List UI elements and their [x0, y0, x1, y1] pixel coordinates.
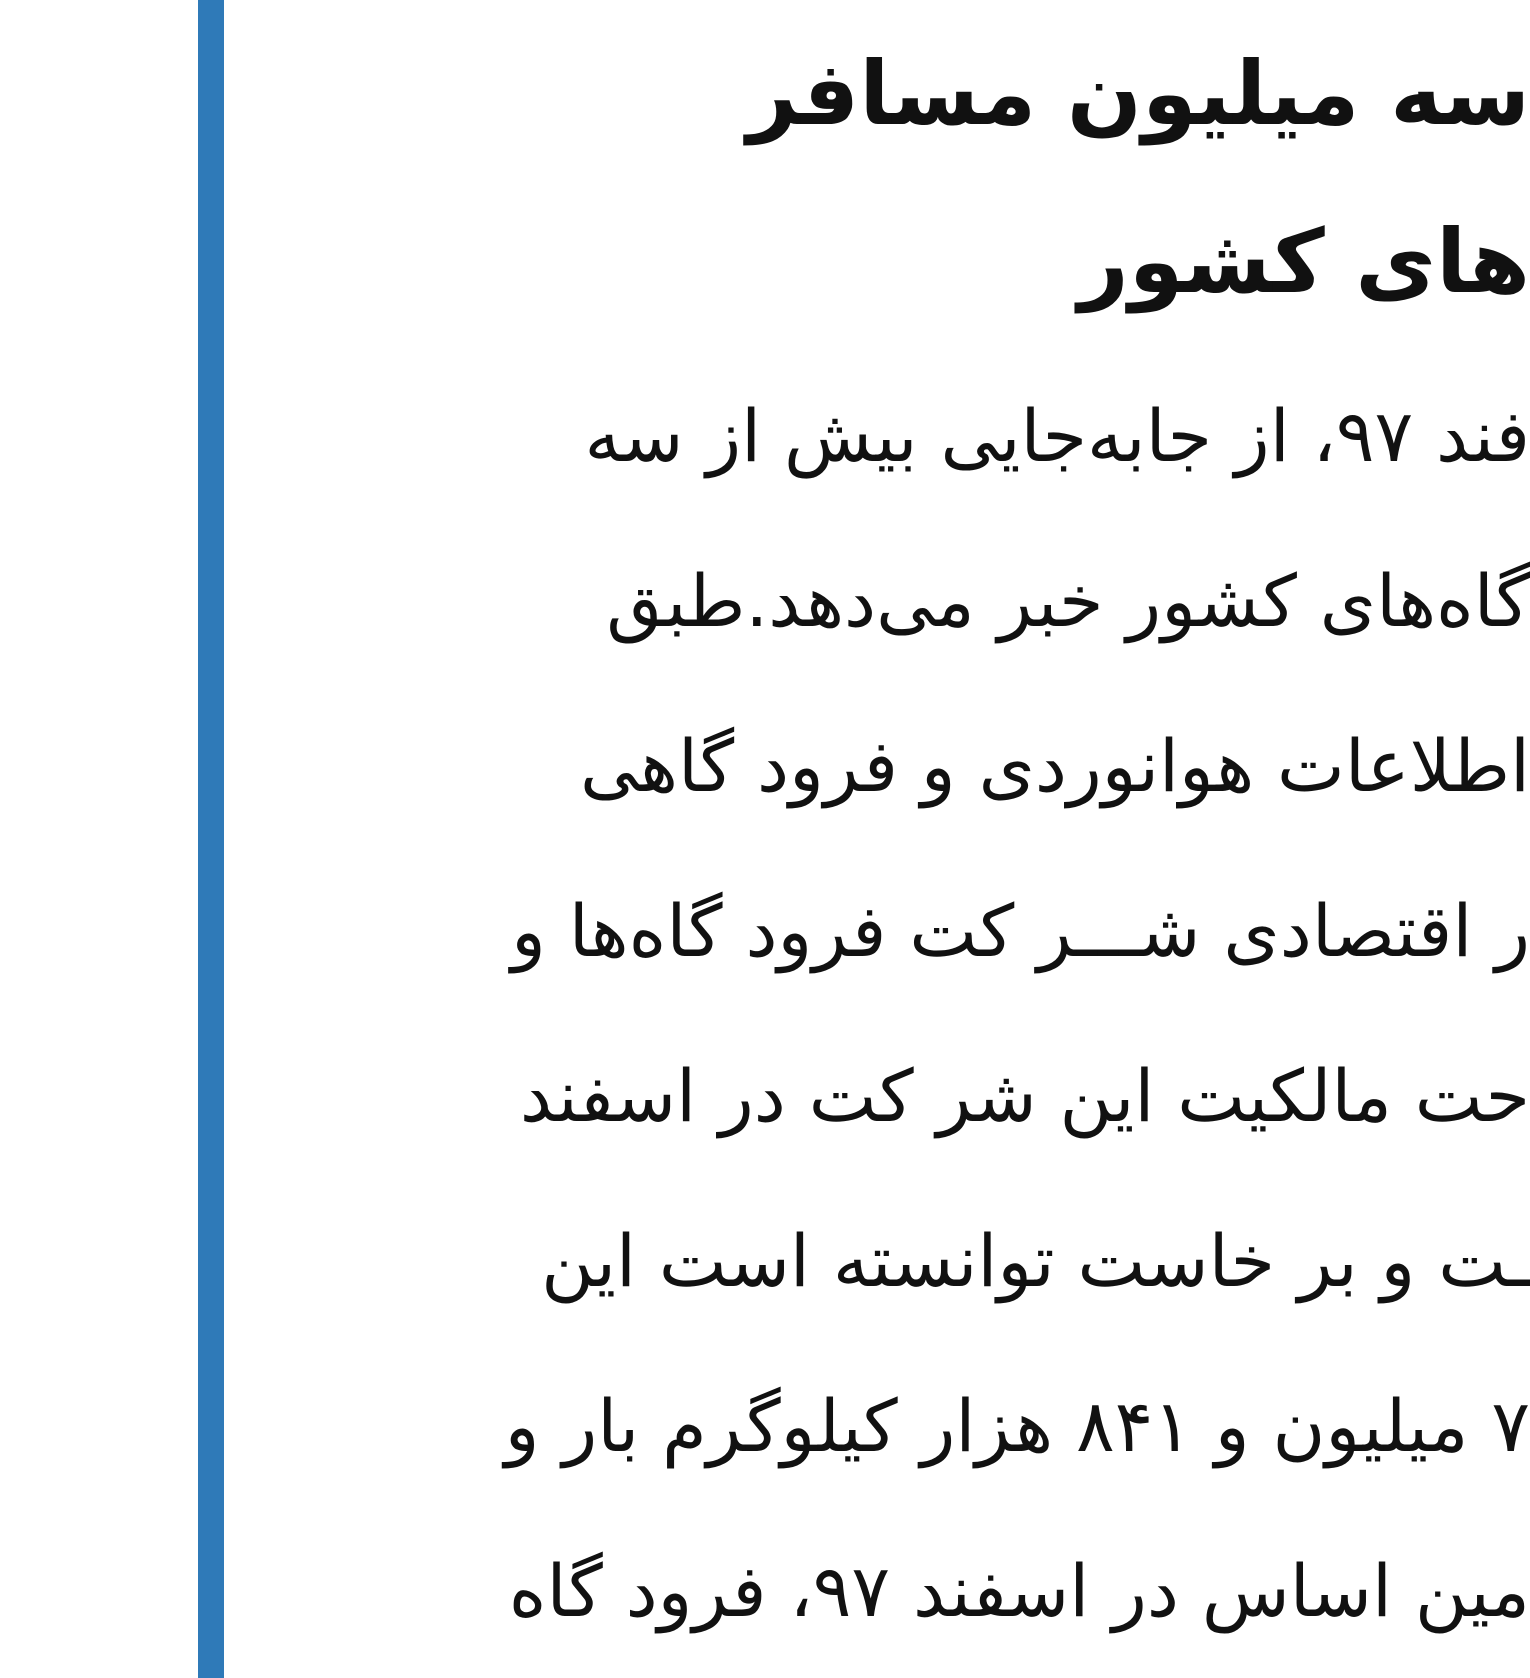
headline-line-1: سه میلیون مسافر: [746, 42, 1530, 145]
article-column: [284, 0, 1530, 1678]
body-line-8: مین اساس در اسفند ۹۷، فرود گاه: [508, 1549, 1530, 1633]
column-divider-bar: [198, 0, 224, 1678]
body-line-7: ۷ میلیون و ۸۴۱ هزار کیلوگرم بار و: [504, 1384, 1530, 1468]
body-line-2: گاه‌های کشور خبر می‌دهد.طبق: [606, 559, 1530, 643]
body-line-3: اطلاعات هوانوردی و فرود گاهی: [579, 724, 1530, 808]
headline-line-2: های کشور: [1078, 210, 1530, 313]
body-line-6: ـت و بر خاست توانسته است این: [541, 1219, 1530, 1303]
body-line-1: فند ۹۷، از جابه‌جایی بیش از سه: [584, 394, 1530, 478]
body-line-5: حت مالکیت این شر کت در اسفند: [519, 1054, 1530, 1138]
body-line-4: ر اقتصادی شـــر کت فرود گاه‌ها و: [511, 889, 1530, 973]
